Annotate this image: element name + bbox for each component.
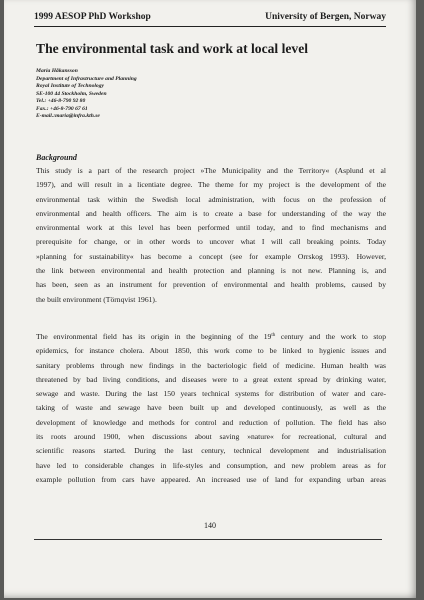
paragraph-line: environmental task within the Swedish local administration, with focus on the profession of xyxy=(36,194,386,204)
paragraph-line: example pollution from cars have appeared. An increased use of land for expanding urban areas xyxy=(36,474,386,484)
paragraph-2 xyxy=(36,330,386,487)
header-university: University of Bergen, Norway xyxy=(265,12,386,22)
paragraph-line: epidemics, for instance cholera. About 1850, this work come to be linked to hygienic issues and xyxy=(36,346,386,356)
superscript: th xyxy=(271,333,276,338)
header-workshop: 1999 AESOP PhD Workshop xyxy=(34,12,151,22)
paragraph-line: have led to considerable changes in life-styles and consumption, and new problem areas as for xyxy=(36,460,386,470)
author-name: Maria Håkansson xyxy=(36,68,78,74)
paragraph-line: has been, seen as an instrument for prevention of environmental and health problems, caused by xyxy=(36,280,386,290)
section-heading: Background xyxy=(36,153,77,162)
paragraph-line: sanitary problems through new findings in the bacteriologic field of medicine. Human health was xyxy=(36,360,386,370)
author-block xyxy=(36,68,137,121)
paragraph-line: This study is a part of the research project »The Municipality and the Territory« (Asplund et al xyxy=(36,166,386,175)
paragraph-line xyxy=(36,330,386,344)
author-tel: Tel.: +46-8-790 92 80 xyxy=(36,98,86,104)
document-page xyxy=(4,0,416,598)
paragraph-1 xyxy=(36,164,386,307)
paragraph-line: 1997), and will result in a licentiate degree. The theme for my project is the development of the xyxy=(36,180,386,190)
paragraph-line: taking of waste and sewage have been built up and developed continuously, as well as the xyxy=(36,403,386,413)
paragraph-line: threatened by bad living conditions, and diseases were to a great extent spread by drinking water, xyxy=(36,374,386,384)
paragraph-line: environmental work at this level has been performed until today, and to find mechanisms and xyxy=(36,223,386,233)
paragraph-line: »planning for sustainability« has become a concept (see for example Orrskog 1993). However, xyxy=(36,251,386,261)
footer-rule xyxy=(34,539,382,540)
line-text: The environmental field has its origin in the beginning of the 19 xyxy=(36,332,272,341)
paragraph-line: scientific reasons started. During the last century, technical development and industrialisation xyxy=(36,446,386,456)
author-fax: Fax.: +46-8-790 67 61 xyxy=(36,105,88,112)
running-header xyxy=(34,12,386,27)
paragraph-line: development of knowledge and methods for control and reduction of pollution. The field has also xyxy=(36,417,386,427)
paragraph-line: the built environment (Törnqvist 1961). xyxy=(36,294,157,304)
line-text: century and the work to stop xyxy=(275,332,386,341)
paragraph-line: its roots around 1900, when discussions about saving »nature« for recreational, cultural and xyxy=(36,432,386,442)
paper-title: The environmental task and work at local level xyxy=(36,41,309,56)
paragraph-line: the link between environmental and health protection and planning is not new. Planning is, and xyxy=(36,266,386,276)
paragraph-line: sewage and waste. During the last 150 years technical systems for distribution of water and care- xyxy=(36,389,386,399)
page-number: 140 xyxy=(204,521,216,530)
author-institute: Royal Institute of Technology xyxy=(36,83,105,89)
paragraph-line: environmental and health officers. The aim is to create a base for understanding of the way the xyxy=(36,208,386,218)
author-email: E-mail.:maria@infra.kth.se xyxy=(36,113,100,119)
paragraph-line: prerequisite for change, or in other words to uncover what I will call breaking points. Today xyxy=(36,237,386,247)
author-address: SE-100 44 Stockholm, Sweden xyxy=(36,90,107,97)
author-department: Department of Infrastructure and Planning xyxy=(36,75,137,82)
